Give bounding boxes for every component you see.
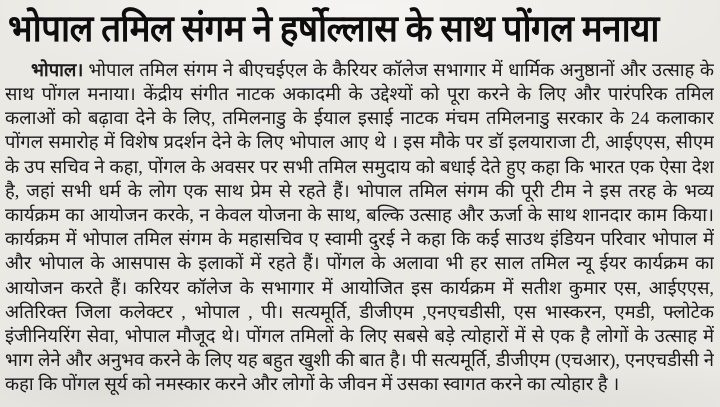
article-headline: भोपाल तमिल संगम ने हर्षोल्लास के साथ पोंगल मनाया [8, 8, 659, 50]
article-text: भोपाल तमिल संगम ने बीएचईएल के कैरियर कॉलेज सभागार में धार्मिक अनुष्ठानों और उत्साह के साथ पोंगल मनाया। केंद्रीय संगीत नाटक अकादमी के उद्देश्यों को पूरा करने के लिए और पारंपरिक तमिल कलाओं को बढ़ावा देने के लिए, तमिलनाडु के ईयाल इसाई नाटक मंचम तमिलनाडु सरकार के 24 कलाकार पोंगल समारोह में विशेष प्रदर्शन देने के लिए भोपाल आए थे । इस मौके पर डॉ इलयाराजा टी, आईएएस, सीएम के उप सचिव ने कहा, पोंगल के अवसर पर सभी तमिल समुदाय को बधाई देते हुए कहा कि भारत एक ऐसा देश है, जहां सभी धर्म के लोग एक साथ प्रेम से रहते हैं। भोपाल तमिल संगम की पूरी टीम ने इस तरह के भव्य कार्यक्रम का आयोजन करके, न केवल योजना के साथ, बल्कि उत्साह और ऊर्जा के साथ शानदार काम किया। कार्यक्रम में भोपाल तमिल संगम के महासचिव ए स्वामी दुरई ने कहा कि कई साउथ इंडियन परिवार भोपाल में और भोपाल के आसपास के इलाकों में रहते हैं। पोंगल के अलावा भी हर साल तमिल न्यू ईयर कार्यक्रम का आयोजन करते हैं। करियर कॉलेज के सभागार में आयोजित इस कार्यक्रम में सतीश कुमार एस, आईएएस, अतिरिक्त जिला कलेक्टर , भोपाल , पी। सत्यमूर्ति, डीजीएम ,एनएचडीसी, एस भास्करन, एमडी, फ्लोटेक इंजीनियरिंग सेवा, भोपाल मौजूद थे। पोंगल तमिलों के लिए सबसे बड़े त्योहारों में से एक है लोगों के उत्साह में भाग लेने और अनुभव करने के लिए यह बहुत खुशी की बात है। पी सत्यमूर्ति, डीजीएम (एचआर), एनएचडीसी ने कहा कि पोंगल सूर्य को नमस्कार करने और लोगों के जीवन में उसका स्वागत करने का त्योहार है । [5, 59, 714, 395]
cutoff-next-line [0, 402, 720, 407]
article-dateline: भोपाल। [31, 59, 84, 80]
article-body [5, 58, 714, 397]
